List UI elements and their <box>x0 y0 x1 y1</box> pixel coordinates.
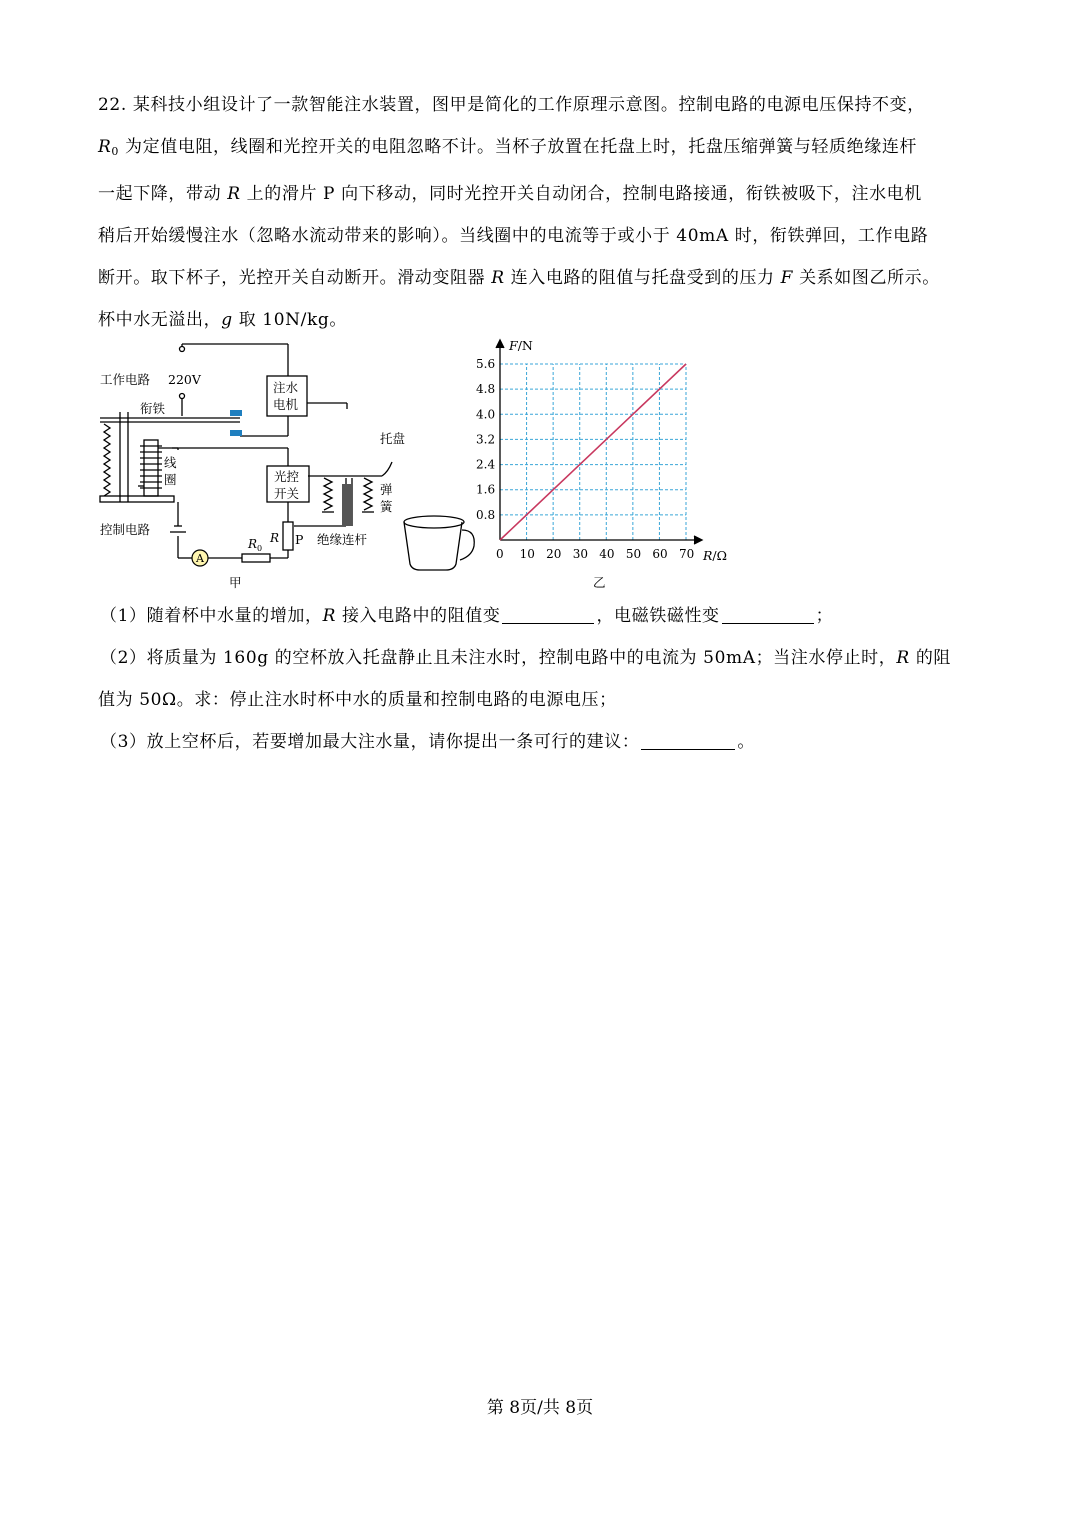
svg-text:A: A <box>196 552 204 565</box>
svg-text:衔铁: 衔铁 <box>140 401 166 416</box>
svg-text:甲: 甲 <box>229 575 242 590</box>
svg-text:控制电路: 控制电路 <box>100 522 151 537</box>
question-number: 22. <box>98 95 127 115</box>
stem-line-2: $R_0$ 为定值电阻，线圈和光控开关的电阻忽略不计。当杯子放置在托盘上时，托盘压缩弹簧与轻质绝缘连杆 <box>98 137 918 158</box>
question-stem <box>98 84 988 341</box>
svg-text:注水: 注水 <box>273 380 299 395</box>
f-r-chart <box>462 334 742 596</box>
y-tick-label: 3.2 <box>476 432 496 447</box>
svg-text:F/N <box>508 338 533 353</box>
x-tick-label: 40 <box>599 547 615 561</box>
y-axis-unit: /N <box>517 338 533 353</box>
svg-text:R0: $R_0$ <box>248 537 263 553</box>
circuit-diagram <box>92 336 482 596</box>
svg-text:工作电路: 工作电路 <box>100 372 151 387</box>
x-tick-label: 0 <box>496 547 504 561</box>
y-axis-symbol: F <box>509 338 518 353</box>
page-footer: 第 8页/共 8页 <box>486 1398 594 1418</box>
svg-text:R: R <box>270 531 280 545</box>
part-1: （1）随着杯中水量的增加，R 接入电路中的阻值变 ，电磁铁磁性变 ； <box>100 606 834 626</box>
y-tick-label: 4.0 <box>476 407 496 422</box>
answer-blank-3[interactable] <box>641 731 735 750</box>
y-tick-label: 1.6 <box>476 482 496 497</box>
svg-text:光控: 光控 <box>274 469 300 484</box>
x-tick-label: 60 <box>652 547 668 561</box>
x-tick-label: 20 <box>546 547 562 561</box>
svg-text:线: 线 <box>164 455 177 470</box>
y-tick-label: 2.4 <box>476 457 496 472</box>
answer-blank-1[interactable] <box>502 605 594 624</box>
svg-text:圈: 圈 <box>164 472 177 487</box>
x-tick-label: 50 <box>625 547 642 561</box>
stem-line-4: 稍后开始缓慢注水（忽略水流动带来的影响）。当线圈中的电流等于或小于 40mA 时，衔铁弹回，工作电路 <box>98 226 929 246</box>
stem-line-3: 一起下降，带动 R 上的滑片 P 向下移动，同时光控开关自动闭合，控制电路接通，衔铁被吸下，注水电机 <box>98 184 922 204</box>
y-tick-label: 5.6 <box>476 357 496 371</box>
svg-text:R/Ω <box>702 548 727 563</box>
part-2-line-2: 值为 50Ω。求：停止注水时杯中水的质量和控制电路的电源电压； <box>98 690 617 710</box>
stem-line-1: 22. 某科技小组设计了一款智能注水装置，图甲是简化的工作原理示意图。控制电路的电源电压保持不变， <box>98 95 925 115</box>
svg-text:绝缘连杆: 绝缘连杆 <box>317 532 368 547</box>
answer-blank-2[interactable] <box>722 605 814 624</box>
sub-questions <box>98 595 988 763</box>
x-tick-label: 70 <box>679 547 695 561</box>
series-line <box>500 364 686 540</box>
x-axis-unit: /Ω <box>712 548 727 563</box>
x-tick-label: 10 <box>519 547 535 561</box>
chart-caption: 乙 <box>593 575 606 590</box>
x-axis-symbol: R <box>703 548 713 563</box>
y-tick-label: 4.8 <box>476 382 496 397</box>
svg-text:220V: 220V <box>168 372 201 387</box>
svg-text:电机: 电机 <box>273 397 299 412</box>
y-tick-label: 0.8 <box>476 507 496 522</box>
svg-text:弹: 弹 <box>380 482 393 497</box>
svg-text:托盘: 托盘 <box>380 431 406 446</box>
stem-line-6: 杯中水无溢出，g 取 10N/kg。 <box>98 310 347 330</box>
svg-text:开关: 开关 <box>274 486 300 501</box>
x-tick-label: 30 <box>572 547 588 561</box>
part-2-line-1: （2）将质量为 160g 的空杯放入托盘静止且未注水时，控制电路中的电流为 50mA；当注水停止时，R 的阻 <box>100 648 952 668</box>
part-3: （3）放上空杯后，若要增加最大注水量，请你提出一条可行的建议： 。 <box>100 732 756 752</box>
svg-text:P: P <box>295 532 304 547</box>
stem-line-5: 断开。取下杯子，光控开关自动断开。滑动变阻器 R 连入电路的阻值与托盘受到的压力 F 关系如图乙所示。 <box>98 268 940 288</box>
svg-text:簧: 簧 <box>380 499 393 514</box>
